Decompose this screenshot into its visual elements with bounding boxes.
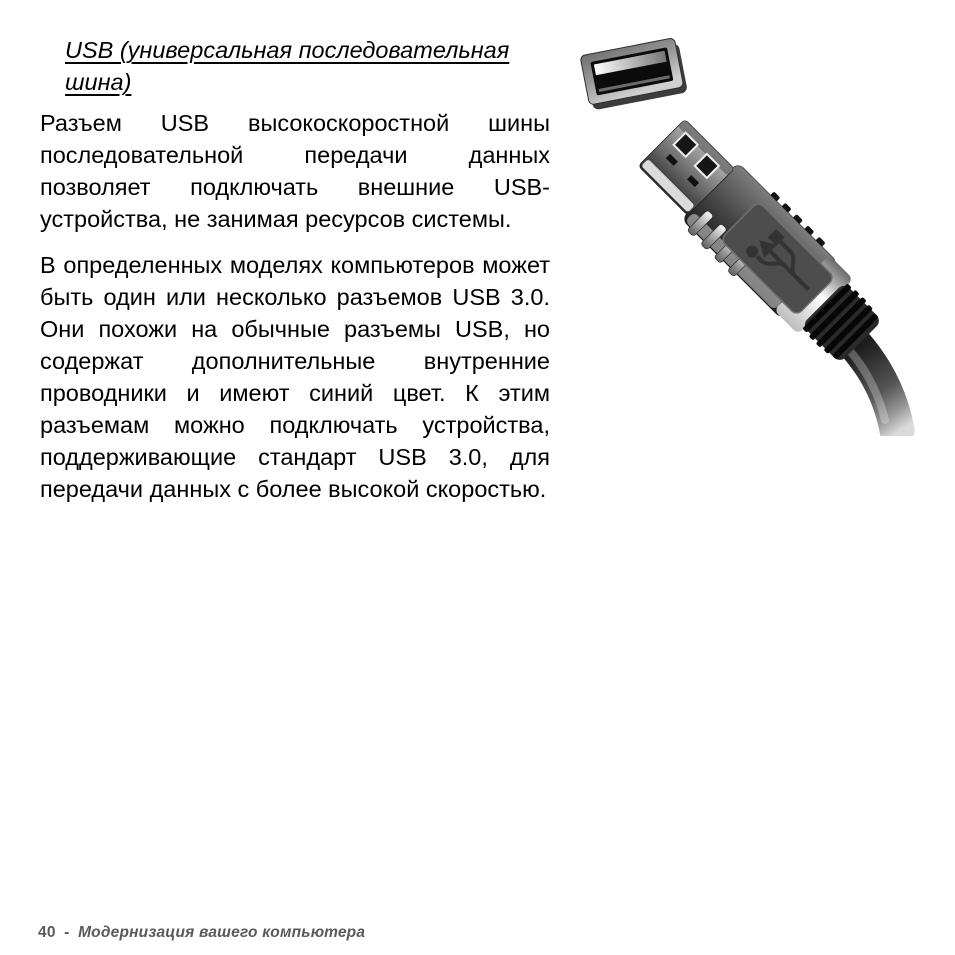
page-number: 40	[38, 924, 56, 941]
usb-connector-illustration	[568, 34, 920, 436]
footer-separator: -	[64, 924, 70, 941]
section-heading-line-2: шина)	[65, 69, 132, 95]
usb-socket-shape	[580, 37, 688, 111]
paragraph-usb-description: Разъем USB высокоскоростной шины последовательной передачи данных позволяет подключать внешние USB-устройства, не занимая ресурсов системы.	[40, 110, 550, 232]
section-heading-line-1: USB (универсальная последовательная	[65, 37, 510, 63]
usb-illustration-svg	[568, 34, 920, 436]
footer-section-title: Модернизация вашего компьютера	[78, 924, 366, 941]
usb-plug-shape	[630, 111, 892, 373]
page-footer	[38, 924, 365, 942]
paragraph-usb3-description: В определенных моделях компьютеров может быть один или несколько разъемов USB 3.0. Они похожи на обычные разъемы USB, но содержат дополнительные внутренние проводники и имеют синий цвет. К этим разъемам можно подключать устройства, поддерживающие стандарт USB 3.0, для передачи данных с более высокой скоростью.	[40, 252, 550, 502]
